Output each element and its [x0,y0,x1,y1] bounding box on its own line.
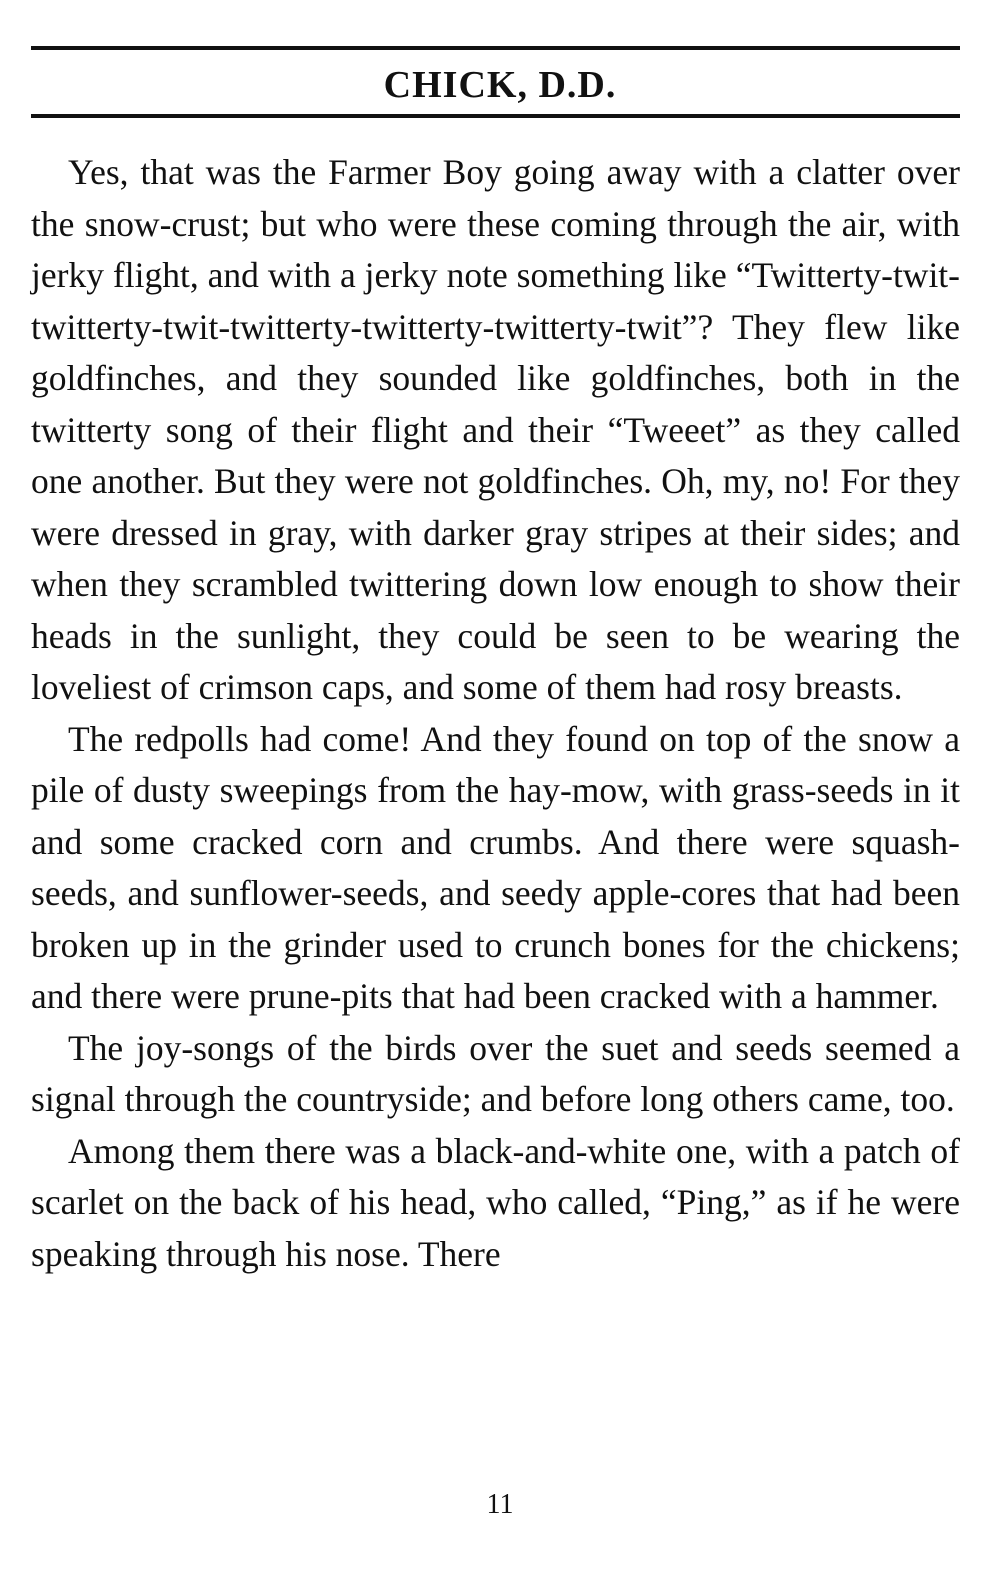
paragraph: The joy-songs of the birds over the suet and seeds seemed a signal through the countryside; and before long others came, too. [31,1027,960,1119]
page-number: 11 [486,1489,514,1520]
header-rule-bottom [31,114,960,118]
header-rule-top [31,46,960,50]
paragraph: Among them there was a black-and-white one, with a patch of scarlet on the back of his head, who called, “Ping,” as if he were speaking through his nose. There [31,1130,960,1274]
paragraph: Yes, that was the Farmer Boy going away with a clatter over the snow-crust; but who were these coming through the air, with jerky flight, and with a jerky note something like “Twitterty-twit-twitterty-twit-twitterty-twitterty-twitterty-twit”? They flew like goldfinches, and they sounded like goldfinches, both in the twitterty song of their flight and their “Tweeet” as they called one another. But they were not goldfinches. Oh, my, no! For they were dressed in gray, with darker gray stripes at their sides; and when they scrambled twittering down low enough to show their heads in the sunlight, they could be seen to be wearing the loveliest of crimson caps, and some of them had rosy breasts. [31,152,960,707]
body-text [31,147,960,1280]
running-head: CHICK, D.D. [383,64,617,106]
paragraph: The redpolls had come! And they found on top of the snow a pile of dusty sweepings from the hay-mow, with grass-seeds in it and some cracked corn and crumbs. And there were squash-seeds, and sunflower-seeds, and seedy apple-cores that had been broken up in the grinder used to crunch bones for the chickens; and there were prune-pits that had been cracked with a hammer. [31,718,960,1016]
